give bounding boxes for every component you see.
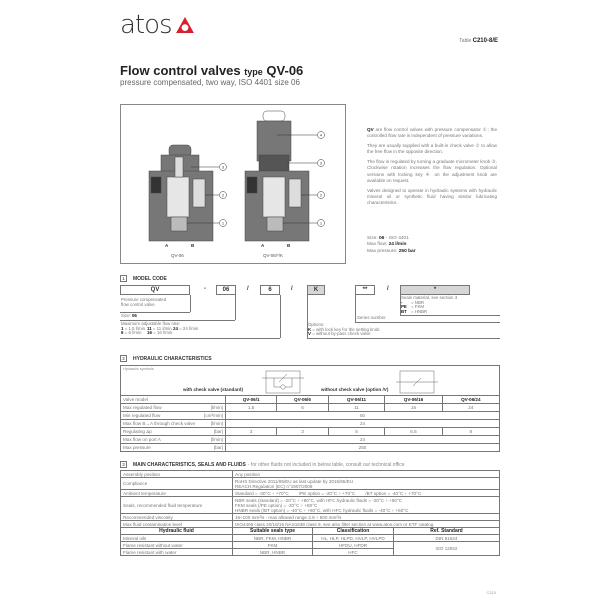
fluid-standard: DIN 51524 <box>394 535 500 542</box>
seal-text: = FKM <box>411 304 425 310</box>
value-line: NBR seals (standard) = -20°C ÷ +80°C, with HFC hydraulic fluids = -20°C ÷ +50°C <box>235 497 403 503</box>
option-v <box>308 332 380 337</box>
symbol-option-label: without check valve (option /V) <box>321 387 389 392</box>
cell: 24 <box>226 420 500 428</box>
spec-maxflow-label: Max flow: <box>367 242 389 248</box>
flow-opt-16 <box>147 331 173 336</box>
section-1-header <box>120 275 167 282</box>
description-text <box>367 127 497 210</box>
fluid-class: HL, HLP, HLPD, HVLP, HVLPD <box>313 535 394 542</box>
value-line: ISO4406 class 20/18/15 NAS1638 class 9, see also filter section at www.atos.com or KTF catalog <box>235 521 434 527</box>
svg-text:2: 2 <box>319 192 323 198</box>
row-label <box>121 404 226 412</box>
value-line: RoHS Directive 2011/65/EU as last update by 2015/65/EU <box>235 478 354 484</box>
table-row <box>121 521 500 528</box>
table-row <box>121 396 500 404</box>
table-row <box>121 404 500 412</box>
fluid-name: Flame resistant with water <box>121 549 233 556</box>
column-header: Suitable seals type <box>233 528 313 535</box>
model-header: QV-06/11 <box>328 396 385 404</box>
section-title: HYDRAULIC CHARACTERISTICS <box>133 355 212 362</box>
row-value <box>233 478 500 490</box>
row-value <box>233 514 500 521</box>
port-b-label-left: B <box>191 243 195 248</box>
option-k-code: K <box>308 326 312 332</box>
size-label: Size: <box>121 313 132 318</box>
flow-rate-options <box>121 322 213 336</box>
flow-text: = 1,5 l/min <box>124 325 146 331</box>
table-header-row <box>121 528 500 535</box>
model-header: QV-06/1 <box>226 396 277 404</box>
fluid-seals: NBR, HNBR <box>233 549 313 556</box>
flow-code: 11 <box>147 325 152 331</box>
cell: 3 <box>226 428 277 436</box>
section-3-header <box>120 461 405 468</box>
row-value <box>233 490 500 497</box>
fluid-name: Mineral oils <box>121 535 233 542</box>
row-label <box>121 420 226 428</box>
svg-text:1: 1 <box>319 220 323 226</box>
seal-text: = HNBR <box>411 308 428 314</box>
cell: 16 <box>385 404 442 412</box>
desc-p1: are flow control valves with pressure compensator ①; the controlled flow rate is independent of pressure variations. <box>367 127 497 139</box>
row-label: Seals, recommended fluid temperature <box>121 497 233 514</box>
model-header: QV-06/6 <box>277 396 328 404</box>
code-box-flow: 6 <box>260 285 280 295</box>
value-line: Standard = -30°C ÷ +70°C /PE option = -20°C ÷ +70°C /BT option = -40°C ÷ +70°C <box>235 490 422 496</box>
code-box-options: K <box>307 285 325 295</box>
table-code: C210-8/E <box>472 38 498 44</box>
spec-maxpressure-value: 250 bar <box>398 248 416 254</box>
port-b-label-right: B <box>287 243 291 248</box>
table-row <box>121 412 500 420</box>
options-description <box>308 323 380 337</box>
seal-text: = NBR <box>411 299 425 305</box>
atos-logo <box>120 12 194 38</box>
size-value: 06 <box>131 313 137 318</box>
desc-qv: QV <box>367 127 374 132</box>
row-value <box>233 521 500 528</box>
label-text: Max pressure <box>123 445 151 450</box>
row-label: Ambient temperature <box>121 490 233 497</box>
desc-paragraph-2: They are usually supplied with a built-in check valve ② to allow the free flow in the opposite direction. <box>367 143 497 155</box>
symbols-label: Hydraulic symbols <box>123 367 154 371</box>
spec-size-suffix: - ISO 4401 <box>384 236 409 241</box>
code-box-seals: * <box>400 285 470 295</box>
flow-text: = 6 l/min <box>124 330 142 336</box>
section-number: 1 <box>120 275 127 282</box>
section-note: - for other fluids not included in below table, consult our technical office <box>247 461 405 468</box>
page-code: C210 <box>486 590 496 595</box>
code-separator: / <box>247 286 249 292</box>
table-row <box>121 542 500 549</box>
value-line: HNBR seals (/BT option) = -40°C ÷ +60°C, with HFC hydraulic fluids = -40°C ÷ +50°C <box>235 507 409 513</box>
value-line: REACH Regulation (EC) n°1907/2006 <box>235 483 313 489</box>
table-row <box>121 535 500 542</box>
page-title <box>120 63 303 78</box>
option-v-text: = without by-pass check valve <box>310 331 371 337</box>
cell: 250 <box>226 444 500 452</box>
row-value <box>233 497 500 514</box>
option-k-text: = with lock key for the setting knob <box>311 326 380 332</box>
section-2-header <box>120 355 212 362</box>
fluid-seals: FKM <box>233 542 313 549</box>
label-text: Regulating Δp <box>123 429 152 434</box>
unit-text: [bar] <box>213 429 223 434</box>
fluid-class: HFDU, HFDR <box>313 542 394 549</box>
svg-text:3: 3 <box>319 160 323 166</box>
row-label <box>121 444 226 452</box>
row-value <box>233 471 500 478</box>
cell: 24 <box>226 436 500 444</box>
table-reference <box>459 38 498 44</box>
port-a-label-left: A <box>165 243 169 248</box>
key-specs <box>367 236 416 255</box>
title-type-prefix: type <box>244 67 263 77</box>
qv-description <box>121 298 166 307</box>
cell: 1,5 <box>226 404 277 412</box>
cell: 11 <box>328 404 385 412</box>
seal-code: BT <box>401 308 407 314</box>
header-label: Valve model <box>121 396 226 404</box>
column-header: Hydraulic fluid <box>121 528 233 535</box>
row-label <box>121 412 226 420</box>
column-header: Ref. Standard <box>394 528 500 535</box>
table-row <box>121 471 500 478</box>
seal-code: - <box>401 299 403 305</box>
label-text: Max regulated flow <box>123 405 162 410</box>
fluid-name: Flame resistant without water <box>121 542 233 549</box>
flow-text: = 24 l/min <box>179 325 199 331</box>
title-main: Flow control valves <box>120 63 241 78</box>
table-row <box>121 490 500 497</box>
spec-size-label: Size: <box>367 236 379 241</box>
value-line: FKM seals (/PE option) = -20°C ÷ +80°C <box>235 502 318 508</box>
label-text: Max flow on port A <box>123 437 161 442</box>
table-label: Table <box>459 38 472 44</box>
svg-text:4: 4 <box>319 132 323 138</box>
flow-title: Maximum adjustable flow rate: <box>121 321 181 326</box>
table-row <box>121 420 500 428</box>
flow-opt-6 <box>121 331 147 336</box>
table-row <box>121 436 500 444</box>
brand-name: atos <box>120 10 172 40</box>
flow-code: 16 <box>147 330 152 336</box>
seal-code: PE <box>401 304 407 310</box>
desc-paragraph-4: Valves designed to operate in hydraulic systems with hydraulic mineral oil or synthetic fluid having similar lubricating characteristics. <box>367 187 497 206</box>
cell: 6,5 <box>385 428 442 436</box>
unit-text: [l/min] <box>210 405 223 410</box>
size-description <box>121 314 137 319</box>
cell: 8 <box>442 428 499 436</box>
row-label <box>121 428 226 436</box>
figure-caption-right: QV-06/*/K <box>263 253 284 258</box>
symbol-standard-label: with check valve (standard) <box>183 387 243 392</box>
seals-title: Seals material, see section 3 <box>401 295 458 300</box>
no-check-valve-symbol-icon <box>396 369 438 395</box>
hydraulic-symbols-box <box>120 365 500 395</box>
seals-material-options <box>401 296 457 314</box>
unit-text: [l/min] <box>210 421 223 426</box>
code-box-series: ** <box>355 285 375 295</box>
fluid-class: HFC <box>313 549 394 556</box>
flow-code: 6 <box>121 330 124 336</box>
option-v-code: V <box>308 331 311 337</box>
qv-desc-line2: flow control valve <box>121 301 155 307</box>
cell: 6 <box>277 404 328 412</box>
cell: 24 <box>442 404 499 412</box>
valve-drawings-icon <box>121 105 347 265</box>
flow-code: 24 <box>173 325 178 331</box>
check-valve-symbol-icon <box>262 369 304 395</box>
fluid-seals: NBR, FKM, HNBR <box>233 535 313 542</box>
seal-hnbr <box>401 310 457 315</box>
options-title: Options: <box>308 322 325 327</box>
row-label: Assembly position <box>121 471 233 478</box>
row-label <box>121 436 226 444</box>
unit-text: [l/min] <box>210 437 223 442</box>
section-number: 3 <box>120 461 127 468</box>
section-title: MAIN CHARACTERISTICS, SEALS AND FLUIDS <box>133 461 246 468</box>
model-header: QV-06/24 <box>442 396 499 404</box>
spec-maxpressure <box>367 249 416 255</box>
desc-paragraph-3: The flow is regulated by turning a graduate micrometer knob ③. Clockwise rotation increases the flow regulation. Optional versions with locking key ④ on the adjustment knob are available on request. <box>367 159 497 184</box>
table-row <box>121 478 500 490</box>
table-row <box>121 444 500 452</box>
value-line: 15÷100 mm²/s - max allowed range 2.8 ÷ 500 mm²/s <box>235 514 342 520</box>
table-row <box>121 497 500 514</box>
table-row <box>121 514 500 521</box>
cell: 5 <box>328 428 385 436</box>
spec-size-value: 06 <box>379 236 385 241</box>
label-text: Min regulated flow <box>123 413 161 418</box>
flow-text: = 11 l/min <box>152 325 172 331</box>
series-number-label: Series number <box>357 315 386 320</box>
flow-code: 1 <box>121 325 124 331</box>
hydraulic-characteristics-table <box>120 395 500 452</box>
code-separator: / <box>291 286 293 292</box>
title-type: QV-06 <box>266 63 304 78</box>
section-number: 2 <box>120 355 127 362</box>
cell: 3 <box>277 428 328 436</box>
spec-maxflow-value: 24 l/min <box>388 242 407 248</box>
triangle-logo-icon <box>176 17 194 33</box>
flow-text: = 16 l/min <box>153 330 173 336</box>
model-header: QV-06/16 <box>385 396 442 404</box>
unit-text: [cm³/min] <box>204 413 223 418</box>
port-a-label-right: A <box>261 243 265 248</box>
unit-text: [bar] <box>213 445 223 450</box>
section-title: MODEL CODE <box>133 275 167 282</box>
row-label: Compliance <box>121 478 233 490</box>
code-box-size: 06 <box>216 285 236 295</box>
fluid-standard: ISO 12922 <box>394 542 500 556</box>
table-row <box>121 428 500 436</box>
code-separator: - <box>204 286 206 292</box>
column-header: Classification <box>313 528 394 535</box>
row-label: Max fluid contamination level <box>121 521 233 528</box>
value-line: Any position <box>235 471 261 477</box>
figure-caption-left: QV-06 <box>171 253 184 258</box>
flow-opt-24 <box>173 327 213 332</box>
svg-text:2: 2 <box>221 192 225 198</box>
qv-desc-line1: Pressure compensated <box>121 297 167 302</box>
cell: 50 <box>226 412 500 420</box>
code-separator: / <box>387 286 389 292</box>
spec-maxpressure-label: Max pressure: <box>367 248 399 254</box>
label-text: Max flow B→A through check valve <box>123 421 196 426</box>
svg-text:1: 1 <box>221 220 225 226</box>
main-characteristics-table <box>120 470 500 556</box>
valve-cross-section-figure <box>120 104 346 264</box>
code-box-qv: QV <box>120 285 190 295</box>
row-label: Recommended viscosity <box>121 514 233 521</box>
page-subtitle: pressure compensated, two way, ISO 4401 size 06 <box>120 78 300 87</box>
desc-paragraph-1 <box>367 127 497 140</box>
svg-text:3: 3 <box>221 164 225 170</box>
